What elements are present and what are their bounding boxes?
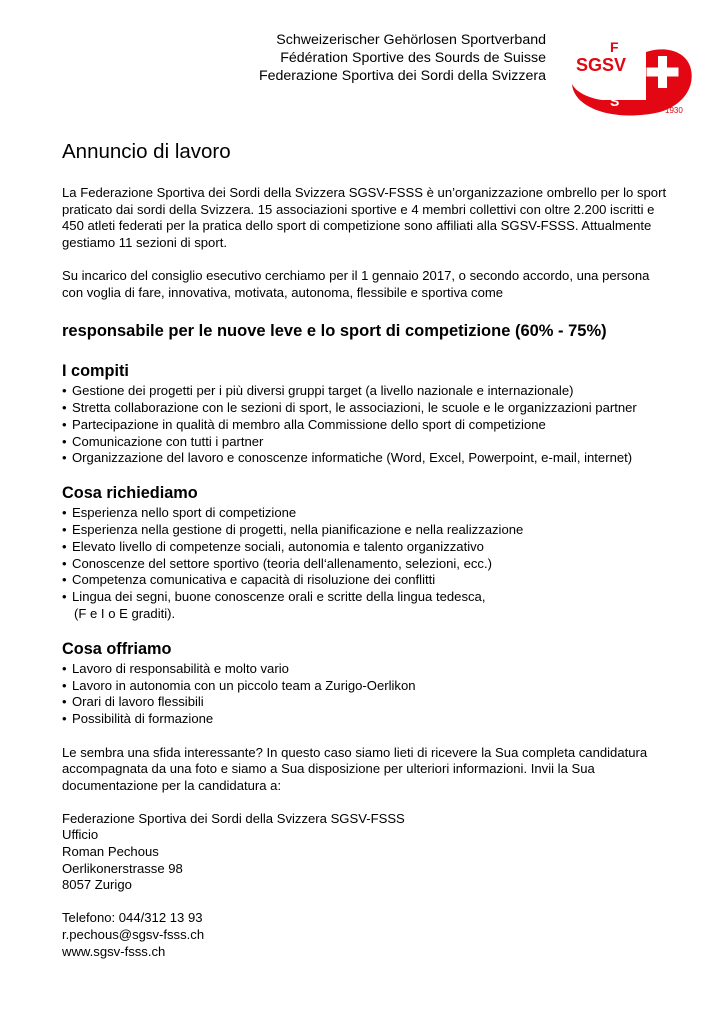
offer-section [62,639,674,728]
contact-block [62,910,674,960]
list-item: • Lavoro di responsabilità e molto vario [62,661,674,678]
address-line: 8057 Zurigo [62,877,132,893]
list-item: • Competenza comunicativa e capacità di risoluzione dei conflitti [62,572,674,589]
logo-letter-f: F [610,40,619,55]
requirements-heading: Cosa richiediamo [62,484,198,503]
list-item: • Comunicazione con tutti i partner [62,434,674,451]
list-item-continuation: (F e I o E graditi). [74,605,176,621]
job-posting [62,139,674,960]
requirements-section [62,483,674,623]
intro-paragraph: La Federazione Sportiva dei Sordi della Svizzera SGSV-FSSS è un’organizzazione ombrello per lo sport praticato dai sordi della Svizzera. 15 associazioni sportive e 4 membri collettivi con oltre 2.200 iscritti e 450 atleti federati per la pratica dello sport di competizione sono affiliati alla SGSV-FSSS. Attualmente gestiamo 11 sezioni di sport. [62,185,667,250]
list-item: • Esperienza nella gestione di progetti, nella pianificazione e nella realizzazione [62,522,674,539]
address-block [62,811,674,894]
list-item: • Gestione dei progetti per i più diversi gruppi target (a livello nazionale e internazionale) [62,383,674,400]
offer-heading: Cosa offriamo [62,639,172,658]
org-name-fr: Fédération Sportive des Sourds de Suisse [280,50,546,66]
requirements-list [62,505,674,623]
address-line: Roman Pechous [62,844,159,860]
address-line: Ufficio [62,827,99,843]
list-item: • Stretta collaborazione con le sezioni di sport, le associazioni, le scuole e le organizzazioni partner [62,400,674,417]
logo-cross-h [647,68,679,77]
sgsv-fsss-logo [568,40,694,118]
tasks-heading: I compiti [62,362,129,381]
offer-list [62,661,674,728]
phone-number: Telefono: 044/312 13 93 [62,910,203,926]
request-paragraph: Su incarico del consiglio esecutivo cerchiamo per il 1 gennaio 2017, o secondo accordo, una persona con voglia di fare, innovativa, motivata, autonoma, flessibile e sportiva come [62,267,650,300]
role-title: responsabile per le nuove leve e lo sport di competizione (60% - 75%) [62,322,607,341]
list-item: • Conoscenze del settore sportivo (teoria dell‘allenamento, selezioni, ecc.) [62,556,674,573]
list-item: • Orari di lavoro flessibili [62,694,674,711]
tasks-section [62,361,674,467]
logo-letters-sgsv: SGSV [576,55,627,75]
list-item: • Lavoro in autonomia con un piccolo team a Zurigo-Oerlikon [62,678,674,695]
closing-paragraph: Le sembra una sfida interessante? In questo caso siamo lieti di ricevere la Sua completa candidatura accompagnata da una foto e siamo a Sua disposizione per ulteriori informazioni. Invii la Sua documentazione per la candidatura a: [62,744,648,793]
header-org-names [259,31,546,85]
org-name-de: Schweizerischer Gehörlosen Sportverband [276,32,546,48]
list-item: • Organizzazione del lavoro e conoscenze informatiche (Word, Excel, Powerpoint, e-mail, internet) [62,450,674,467]
address-line: Federazione Sportiva dei Sordi della Svizzera SGSV-FSSS [62,810,405,826]
list-item-text: Lingua dei segni, buone conoscenze orali e scritte della lingua tedesca, [72,589,486,605]
address-line: Oerlikonerstrasse 98 [62,860,183,876]
list-item: • Partecipazione in qualità di membro alla Commissione dello sport di competizione [62,417,674,434]
list-item: • Possibilità di formazione [62,711,674,728]
logo-letter-s1: S [610,76,620,92]
tasks-list [62,383,674,467]
list-item [62,589,674,623]
logo-year: 1930 [665,106,683,115]
page-title: Annuncio di lavoro [62,140,231,163]
list-item: • Esperienza nello sport di competizione [62,505,674,522]
website-link[interactable]: www.sgsv-fsss.ch [62,943,166,959]
email-link[interactable]: r.pechous@sgsv-fsss.ch [62,927,205,943]
logo-letter-s2: S [610,93,620,109]
org-name-it: Federazione Sportiva dei Sordi della Svizzera [258,68,546,84]
list-item: • Elevato livello di competenze sociali, autonomia e talento organizzativo [62,539,674,556]
